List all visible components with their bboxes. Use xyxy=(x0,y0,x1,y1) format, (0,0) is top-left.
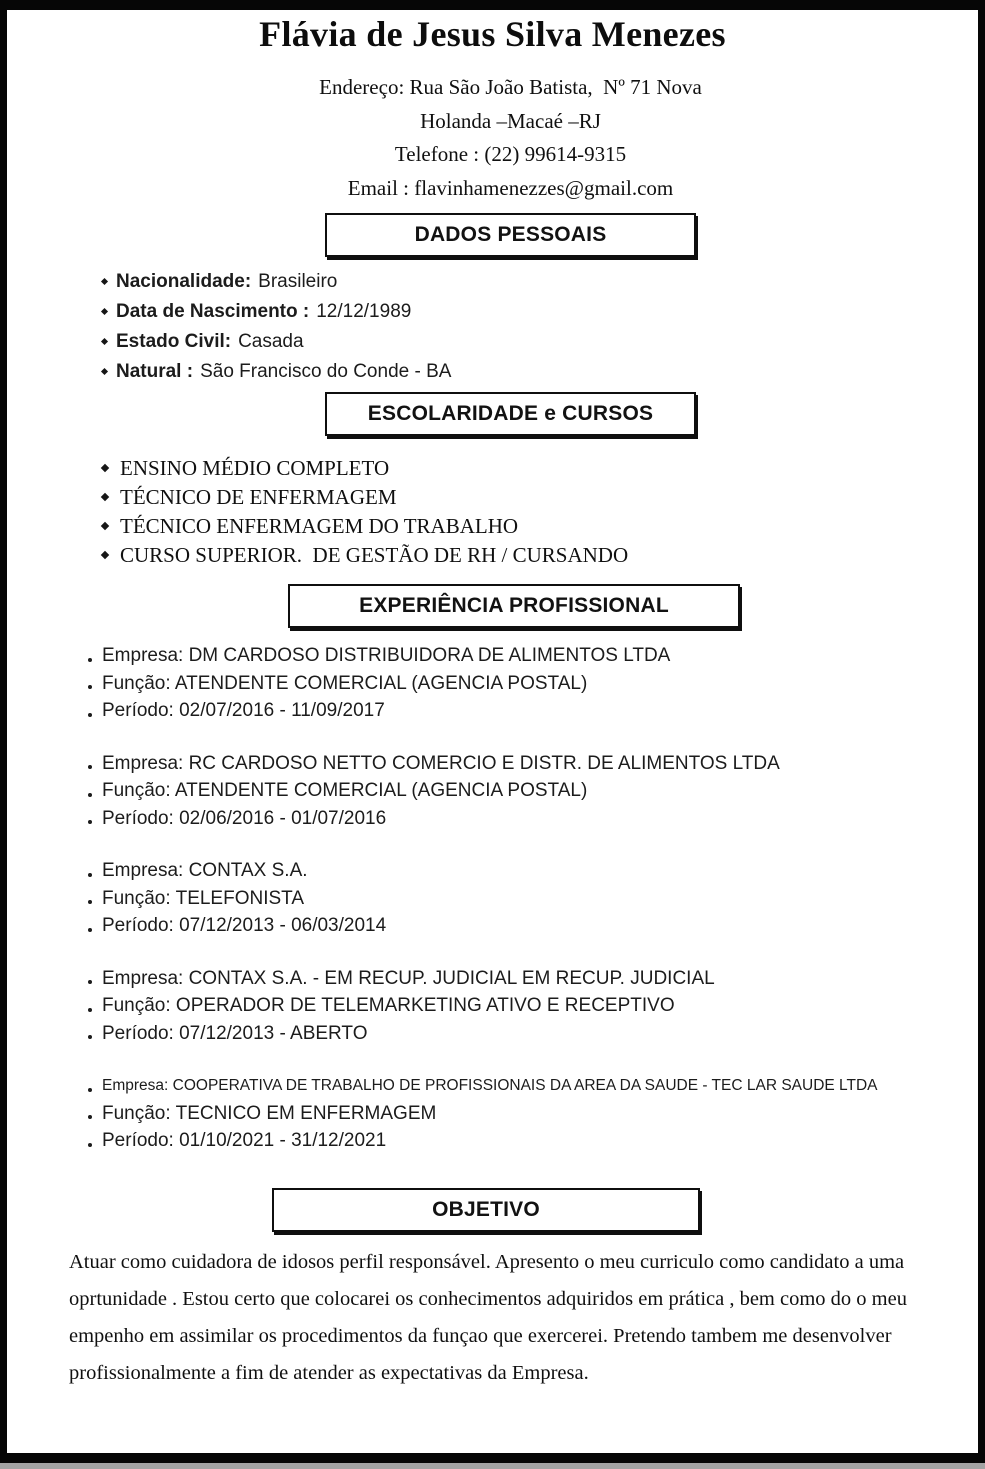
contact-line-address2: Holanda –Macaé –RJ xyxy=(420,108,601,133)
job-line-periodo xyxy=(85,805,978,833)
dot-bullet-icon xyxy=(88,713,92,717)
dot-bullet-icon xyxy=(88,873,92,877)
dot-bullet-icon xyxy=(88,1115,92,1119)
job-line-text: Período: 07/12/2013 - ABERTO xyxy=(102,1022,368,1044)
job-line-empresa xyxy=(85,965,978,993)
dot-bullet-icon xyxy=(88,980,92,984)
education-item-label: ENSINO MÉDIO COMPLETO xyxy=(120,456,390,480)
job-line-periodo xyxy=(85,1127,978,1155)
education-item xyxy=(101,541,978,570)
personal-item-label: Natural : xyxy=(116,361,194,382)
education-item xyxy=(101,512,978,541)
personal-item-label: Data de Nascimento : xyxy=(116,301,310,322)
job-line-empresa xyxy=(85,1072,978,1100)
job-line-text: Empresa: RC CARDOSO NETTO COMERCIO E DISTR. DE ALIMENTOS LTDA xyxy=(102,752,780,774)
job-line-funcao xyxy=(85,992,978,1020)
job-line-periodo xyxy=(85,912,978,940)
personal-item-value: Brasileiro xyxy=(258,271,338,292)
dot-bullet-icon xyxy=(88,658,92,662)
diamond-bullet-icon xyxy=(101,493,109,501)
job-line-text: Função: OPERADOR DE TELEMARKETING ATIVO E RECEPTIVO xyxy=(102,995,675,1016)
dot-bullet-icon xyxy=(88,1143,92,1147)
experience-list xyxy=(7,642,978,1155)
job-line-funcao xyxy=(85,670,978,698)
personal-item-value: 12/12/1989 xyxy=(316,301,412,322)
section-heading-dados-pessoais xyxy=(325,213,696,257)
section-heading-experiencia xyxy=(288,584,740,628)
job-entry xyxy=(85,1072,978,1155)
section-heading-label: OBJETIVO xyxy=(432,1197,540,1221)
dot-bullet-icon xyxy=(88,1035,92,1039)
personal-item-label: Nacionalidade: xyxy=(116,271,252,292)
education-list xyxy=(7,454,978,570)
diamond-bullet-icon xyxy=(101,308,108,315)
personal-list xyxy=(7,267,978,387)
job-line-text: Função: TELEFONISTA xyxy=(102,887,305,909)
job-entry xyxy=(85,965,978,1048)
education-item xyxy=(101,483,978,512)
job-line-text: Período: 07/12/2013 - 06/03/2014 xyxy=(102,915,387,936)
section-heading-label: DADOS PESSOAIS xyxy=(414,223,607,246)
objective-text: Atuar como cuidadora de idosos perfil responsável. Apresento o meu curriculo como candidato a uma oprtunidade . Estou certo que colocarei os conhecimentos adquiridos em prática , bem como do o meu empenho em assimilar os procedimentos da funçao que exercerei. Pretendo tambem me desenvolver profissionalmente a fim de atender as expectativas da Empresa. xyxy=(69,1250,907,1384)
diamond-bullet-icon xyxy=(101,464,109,472)
job-line-text: Função: ATENDENTE COMERCIAL (AGENCIA POSTAL) xyxy=(102,672,588,694)
job-line-funcao xyxy=(85,885,978,913)
personal-item xyxy=(100,357,978,387)
job-line-text: Empresa: CONTAX S.A. xyxy=(102,860,308,881)
contact-line-email: Email : flavinhamenezzes@gmail.com xyxy=(347,175,674,200)
education-item-label: TÉCNICO DE ENFERMAGEM xyxy=(120,485,397,509)
dot-bullet-icon xyxy=(88,820,92,824)
scan-edge-strip xyxy=(0,1463,985,1469)
dot-bullet-icon xyxy=(88,928,92,932)
diamond-bullet-icon xyxy=(101,278,108,285)
contact-line-address1: Endereço: Rua São João Batista, Nº 71 Nova xyxy=(319,75,702,99)
job-line-periodo xyxy=(85,697,978,725)
diamond-bullet-icon xyxy=(101,338,108,345)
dot-bullet-icon xyxy=(88,1008,92,1012)
personal-item-value: São Francisco do Conde - BA xyxy=(200,361,452,382)
contact-block xyxy=(7,71,978,205)
job-line-text: Função: ATENDENTE COMERCIAL (AGENCIA POSTAL) xyxy=(102,780,588,801)
job-line-text: Período: 02/07/2016 - 11/09/2017 xyxy=(102,700,385,721)
resume-page xyxy=(7,10,978,1453)
diamond-bullet-icon xyxy=(101,522,109,530)
job-line-periodo xyxy=(85,1020,978,1048)
education-item xyxy=(101,454,978,483)
section-heading-label: ESCOLARIDADE e CURSOS xyxy=(367,402,654,425)
dot-bullet-icon xyxy=(88,1088,92,1092)
dot-bullet-icon xyxy=(88,685,92,689)
job-line-text: Período: 02/06/2016 - 01/07/2016 xyxy=(102,807,387,829)
resume-name: Flávia de Jesus Silva Menezes xyxy=(259,14,726,54)
personal-item xyxy=(100,267,978,297)
job-line-text: Período: 01/10/2021 - 31/12/2021 xyxy=(102,1130,387,1151)
dot-bullet-icon xyxy=(88,793,92,797)
job-entry xyxy=(85,857,978,940)
personal-item xyxy=(100,297,978,327)
personal-item-label: Estado Civil: xyxy=(116,331,232,352)
section-heading-escolaridade xyxy=(325,392,696,436)
job-line-text: Empresa: COOPERATIVA DE TRABALHO DE PROFISSIONAIS DA AREA DA SAUDE - TEC LAR SAUDE LTDA xyxy=(102,1077,878,1094)
job-line-empresa xyxy=(85,642,978,670)
job-line-text: Função: TECNICO EM ENFERMAGEM xyxy=(102,1102,437,1124)
job-line-text: Empresa: CONTAX S.A. - EM RECUP. JUDICIAL EM RECUP. JUDICIAL xyxy=(102,967,715,989)
job-entry xyxy=(85,750,978,833)
contact-line-phone: Telefone : (22) 99614-9315 xyxy=(394,142,627,166)
job-line-funcao xyxy=(85,1100,978,1128)
personal-item xyxy=(100,327,978,357)
dot-bullet-icon xyxy=(88,765,92,769)
personal-item-value: Casada xyxy=(238,331,304,352)
job-line-empresa xyxy=(85,750,978,778)
section-heading-objetivo xyxy=(272,1188,700,1232)
job-line-text: Empresa: DM CARDOSO DISTRIBUIDORA DE ALIMENTOS LTDA xyxy=(102,645,671,666)
education-item-label: CURSO SUPERIOR. DE GESTÃO DE RH / CURSANDO xyxy=(120,543,629,567)
diamond-bullet-icon xyxy=(101,368,108,375)
job-line-empresa xyxy=(85,857,978,885)
dot-bullet-icon xyxy=(88,900,92,904)
section-heading-label: EXPERIÊNCIA PROFISSIONAL xyxy=(359,594,669,617)
diamond-bullet-icon xyxy=(101,551,109,559)
education-item-label: TÉCNICO ENFERMAGEM DO TRABALHO xyxy=(120,514,519,538)
job-line-funcao xyxy=(85,777,978,805)
job-entry xyxy=(85,642,978,725)
